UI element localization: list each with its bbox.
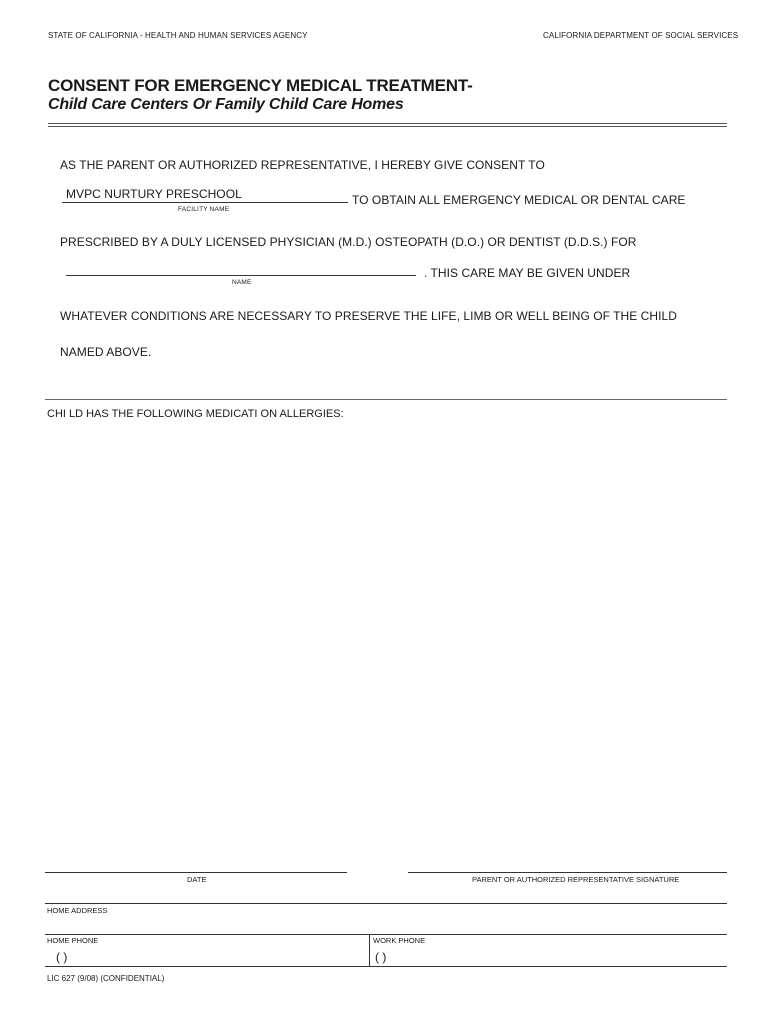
title-rule-bottom	[48, 126, 727, 127]
phone-line	[45, 934, 727, 935]
form-id: LIC 627 (9/08) (CONFIDENTIAL)	[47, 974, 165, 983]
phone-bottom-line	[45, 966, 727, 967]
child-name-label: NAME	[232, 279, 252, 286]
agency-header-right: CALIFORNIA DEPARTMENT OF SOCIAL SERVICES	[543, 31, 739, 40]
title-rule-top	[48, 123, 727, 124]
signature-label: PARENT OR AUTHORIZED REPRESENTATIVE SIGNATURE	[472, 875, 680, 884]
work-phone-field[interactable]: ( )	[375, 950, 387, 964]
home-phone-field[interactable]: ( )	[56, 950, 68, 964]
signature-line	[408, 872, 727, 873]
prescribed-text: PRESCRIBED BY A DULY LICENSED PHYSICIAN (M.D.) OSTEOPATH (D.O.) OR DENTIST (D.D.S.) FOR	[60, 235, 637, 249]
obtain-care-text: TO OBTAIN ALL EMERGENCY MEDICAL OR DENTAL CARE	[352, 193, 686, 207]
home-address-field[interactable]	[47, 917, 727, 931]
named-above-text: NAMED ABOVE.	[60, 345, 152, 359]
facility-name-label: FACILITY NAME	[178, 206, 230, 213]
whatever-conditions-text: WHATEVER CONDITIONS ARE NECESSARY TO PRESERVE THE LIFE, LIMB OR WELL BEING OF THE CHILD	[60, 309, 677, 323]
consent-intro: AS THE PARENT OR AUTHORIZED REPRESENTATIVE, I HEREBY GIVE CONSENT TO	[60, 158, 545, 172]
facility-name-value[interactable]: MVPC NURTURY PRESCHOOL	[66, 187, 242, 201]
form-title: CONSENT FOR EMERGENCY MEDICAL TREATMENT-	[48, 76, 473, 95]
allergies-rule	[45, 399, 727, 400]
form-subtitle: Child Care Centers Or Family Child Care Homes	[48, 96, 404, 113]
agency-header-left: STATE OF CALIFORNIA - HEALTH AND HUMAN SERVICES AGENCY	[48, 31, 308, 40]
date-line	[45, 872, 347, 873]
care-given-text: . THIS CARE MAY BE GIVEN UNDER	[424, 266, 631, 280]
allergies-field[interactable]	[47, 428, 727, 858]
work-phone-label: WORK PHONE	[373, 936, 426, 945]
home-phone-label: HOME PHONE	[47, 936, 99, 945]
facility-name-line	[62, 202, 348, 203]
home-address-label: HOME ADDRESS	[47, 906, 108, 915]
phone-divider	[369, 934, 370, 966]
child-name-line	[66, 275, 416, 276]
allergies-label: CHI LD HAS THE FOLLOWING MEDICATI ON ALLERGIES:	[47, 408, 344, 420]
home-address-line	[45, 903, 727, 904]
date-label: DATE	[187, 875, 207, 884]
